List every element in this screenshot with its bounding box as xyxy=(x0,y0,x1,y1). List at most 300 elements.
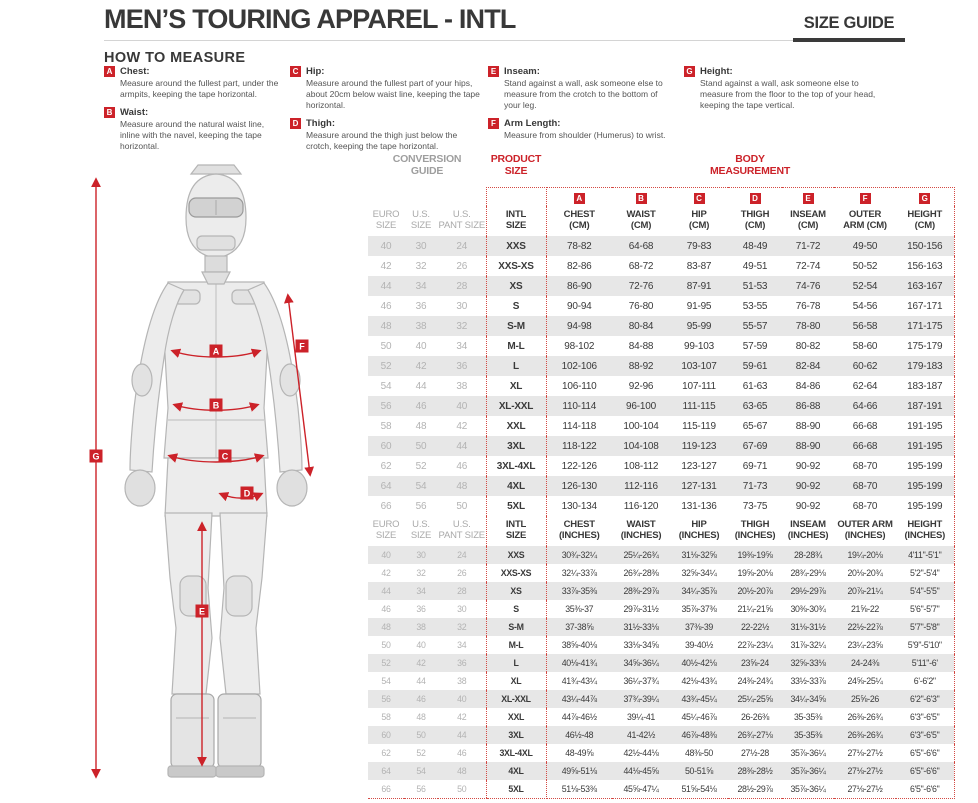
table-cell: 195-199 xyxy=(896,476,954,496)
table-cell: 90-92 xyxy=(795,500,821,512)
table-cell: 32 xyxy=(457,622,467,632)
table-row xyxy=(368,256,954,276)
table-cell: 68-70 xyxy=(852,500,878,512)
table-cell: S-M xyxy=(486,316,546,336)
table-cell: 20⅞-21¼ xyxy=(847,586,883,596)
table-cell: 43¼-44⅞ xyxy=(561,694,597,704)
table-cell: XS xyxy=(486,276,546,296)
table-cell: 28 xyxy=(456,280,468,292)
table-cell: 64 xyxy=(381,766,391,776)
table-cell: 126-130 xyxy=(561,480,597,492)
table-cell: 5'4"-5'5" xyxy=(896,582,954,600)
table-cell: 56 xyxy=(381,694,391,704)
column-header: INSEAM (INCHES) xyxy=(787,519,829,541)
table-cell: 21⅝-22 xyxy=(850,604,880,614)
table-row xyxy=(368,356,954,376)
table-cell: 34 xyxy=(415,280,427,292)
figure-badge-d-letter: D xyxy=(243,488,251,499)
table-cell: XXS-XS xyxy=(486,256,546,276)
measure-item-thigh xyxy=(290,118,482,152)
table-cell: 48 xyxy=(381,622,391,632)
table-cell: 82-86 xyxy=(566,260,592,272)
letter-badge-b: B xyxy=(104,107,115,118)
table-cell: 50-52 xyxy=(852,260,878,272)
table-cell: 64-66 xyxy=(852,400,878,412)
table-cell: 118-122 xyxy=(561,440,597,452)
conversion-guide-label: CONVERSION GUIDE xyxy=(392,153,462,178)
table-cell: 5'9"-5'10" xyxy=(896,636,954,654)
table-cell: 32⅝-34¼ xyxy=(681,568,717,578)
size-table-cm xyxy=(368,152,955,516)
table-row xyxy=(368,654,954,672)
table-cell: 36¼-37¾ xyxy=(623,676,659,686)
table-cell: 48 xyxy=(456,480,468,492)
figure-badge-c-letter: C xyxy=(221,451,229,462)
table-cell: 40 xyxy=(416,640,426,650)
table-cell: 5'11"-6' xyxy=(896,654,954,672)
table-cell: 41¾-43¼ xyxy=(561,676,597,686)
table-cell: 183-187 xyxy=(896,376,954,396)
table-row xyxy=(368,436,954,456)
table-cell: XXS-XS xyxy=(486,564,546,582)
table-cell: 62 xyxy=(380,460,392,472)
table-cell: 39¼-41 xyxy=(626,712,656,722)
table-cell: 26¾-28⅜ xyxy=(623,568,659,578)
table-cell: 28½-29⅞ xyxy=(728,780,782,799)
table-cell: 54 xyxy=(381,676,391,686)
table-cell: 56-58 xyxy=(852,320,878,332)
table-cell: 30 xyxy=(416,550,426,560)
table-cell: 50 xyxy=(381,640,391,650)
table-cell: 25⅝-26 xyxy=(850,694,880,704)
table-cell: 21¼-21⅝ xyxy=(737,604,773,614)
measure-name: Height: xyxy=(700,66,733,77)
figure-badge-b-letter: B xyxy=(212,400,220,411)
letter-badge: A xyxy=(574,193,585,204)
table-cell: L xyxy=(486,356,546,376)
table-cell: 28⅜-29⅞ xyxy=(623,586,659,596)
table-cell: 72-76 xyxy=(628,280,654,292)
table-cell: 175-179 xyxy=(896,336,954,356)
table-cell: 33⅛-34⅝ xyxy=(623,640,659,650)
table-cell: 25¼-25⅝ xyxy=(737,694,773,704)
table-cell: 33⅞-35⅜ xyxy=(561,586,597,596)
table-cell: 26-26⅜ xyxy=(740,712,770,722)
boot-sole-right xyxy=(216,766,264,777)
measure-column-3 xyxy=(488,66,676,148)
table-cell: 6'3"-6'5" xyxy=(896,726,954,744)
boot-sole-left xyxy=(168,766,216,777)
table-cell: 49-51 xyxy=(742,260,768,272)
table-cell: 4XL xyxy=(486,762,546,780)
table-cell: 88-90 xyxy=(795,440,821,452)
measure-name: Waist: xyxy=(120,107,149,119)
table-cell: 48-49 xyxy=(742,240,768,252)
boot-left xyxy=(171,694,214,768)
table-row xyxy=(368,456,954,476)
column-header: HIP (INCHES) xyxy=(678,519,720,541)
table-cell: 46½-48 xyxy=(565,730,594,740)
table-row xyxy=(368,618,954,636)
table-cell: 27⅛-27½ xyxy=(834,780,896,799)
table-row xyxy=(368,672,954,690)
table-cell: 24 xyxy=(457,550,467,560)
table-cell: 78-80 xyxy=(795,320,821,332)
table-cell: 50-51⅝ xyxy=(684,766,714,776)
table-cell: 59-61 xyxy=(742,360,768,372)
table-cell: 44⅛-45⅝ xyxy=(623,766,659,776)
letter-badge-row xyxy=(368,188,954,207)
table-cell: 119-123 xyxy=(681,440,717,452)
table-cell: 26 xyxy=(457,568,467,578)
table-cell: 38 xyxy=(415,320,427,332)
table-cell: 88-92 xyxy=(628,360,654,372)
table-cell: 68-70 xyxy=(852,460,878,472)
table-cell: 66-68 xyxy=(852,440,878,452)
table-row xyxy=(368,546,954,564)
measure-column-1 xyxy=(104,66,282,159)
table-cell: 24-24⅜ xyxy=(850,658,880,668)
table-cell: 69-71 xyxy=(742,460,768,472)
table-cell: 24⅝-25¼ xyxy=(847,676,883,686)
table-cell: 62 xyxy=(381,748,391,758)
measure-item-chest xyxy=(104,66,282,100)
table-cell: 52 xyxy=(415,460,427,472)
letter-badge-f: F xyxy=(488,118,499,129)
table-cell: 106-110 xyxy=(561,380,597,392)
table-cell: 94-98 xyxy=(566,320,592,332)
table-cell: 51⅝-54⅛ xyxy=(670,780,728,799)
letter-badge-cell xyxy=(546,188,612,207)
table-cell: 84-86 xyxy=(795,380,821,392)
measure-text: Measure from shoulder (Humerus) to wrist. xyxy=(504,130,666,141)
column-header: WAIST (CM) xyxy=(626,209,656,231)
table-cell: 40 xyxy=(380,240,392,252)
table-row xyxy=(368,296,954,316)
table-cell: 48 xyxy=(380,320,392,332)
section-title-row xyxy=(368,152,954,188)
table-cell: XL-XXL xyxy=(486,396,546,416)
table-row xyxy=(368,236,954,256)
table-cell: 22-22½ xyxy=(740,622,770,632)
header-row xyxy=(368,516,954,546)
table-cell: 90-92 xyxy=(795,480,821,492)
table-cell: 22½-22⅞ xyxy=(847,622,883,632)
table-cell: 88-90 xyxy=(795,420,821,432)
table-cell: M-L xyxy=(486,336,546,356)
table-cell: 66 xyxy=(368,780,404,799)
table-cell: 32 xyxy=(415,260,427,272)
column-header: EURO SIZE xyxy=(372,209,400,231)
table-row xyxy=(368,582,954,600)
table-cell: 42⅛-43¾ xyxy=(681,676,717,686)
size-tables xyxy=(368,152,954,799)
size-table-inches xyxy=(368,516,955,799)
table-cell: 33½-33⅞ xyxy=(790,676,826,686)
table-cell: 5'7"-5'8" xyxy=(896,618,954,636)
figure-badge-a-letter: A xyxy=(212,346,220,357)
table-cell: 191-195 xyxy=(896,416,954,436)
table-cell: 38⅝-40⅛ xyxy=(561,640,597,650)
table-cell: 52 xyxy=(416,748,426,758)
table-cell: 44 xyxy=(457,730,467,740)
how-to-measure-heading: HOW TO MEASURE xyxy=(104,50,246,66)
table-cell: 100-104 xyxy=(623,420,659,432)
table-cell: 29½-29⅞ xyxy=(790,586,826,596)
table-row xyxy=(368,708,954,726)
table-cell: 26 xyxy=(456,260,468,272)
letter-badge-cell xyxy=(834,188,896,207)
table-cell: 58 xyxy=(380,420,392,432)
table-cell: 71-73 xyxy=(742,480,768,492)
table-row xyxy=(368,762,954,780)
table-cell: 44 xyxy=(381,586,391,596)
table-cell: 37¾-39¼ xyxy=(623,694,659,704)
neck xyxy=(205,256,227,272)
table-cell: 91-95 xyxy=(686,300,712,312)
table-cell: 130-134 xyxy=(561,500,597,512)
table-row xyxy=(368,416,954,436)
table-cell: 26¾-27⅛ xyxy=(737,730,773,740)
letter-badge: B xyxy=(636,193,647,204)
table-cell: 40 xyxy=(456,400,468,412)
table-cell: 76-78 xyxy=(795,300,821,312)
chin-guard xyxy=(197,236,235,250)
table-cell: 65-67 xyxy=(742,420,768,432)
table-cell: 40⅛-41¾ xyxy=(561,658,597,668)
table-cell: 56 xyxy=(415,500,427,512)
table-cell: 5'2"-5'4" xyxy=(896,564,954,582)
table-cell: 3XL xyxy=(486,436,546,456)
table-cell: 52 xyxy=(380,360,392,372)
helmet-peak xyxy=(191,165,241,174)
table-cell: 195-199 xyxy=(896,496,954,516)
table-cell: 30¾-32¼ xyxy=(561,550,597,560)
column-header: U.S. SIZE xyxy=(410,519,432,541)
table-row xyxy=(368,316,954,336)
table-cell: 90-92 xyxy=(795,460,821,472)
table-cell: 46 xyxy=(381,604,391,614)
table-cell: 53-55 xyxy=(742,300,768,312)
table-cell: 50 xyxy=(415,440,427,452)
table-cell: 108-112 xyxy=(623,460,659,472)
table-cell: 66-68 xyxy=(852,420,878,432)
measure-text: Measure around the thigh just below the crotch, keeping the tape horizontal. xyxy=(306,130,458,152)
size-guide-underline xyxy=(793,38,905,42)
table-cell: 71-72 xyxy=(795,240,821,252)
table-cell: 27⅛-27½ xyxy=(847,766,883,776)
table-cell: 3XL-4XL xyxy=(486,744,546,762)
table-cell: 41-42½ xyxy=(626,730,656,740)
letter-badge-cell xyxy=(782,188,834,207)
table-cell: 42 xyxy=(380,260,392,272)
table-cell: 46 xyxy=(457,748,467,758)
table-row xyxy=(368,476,954,496)
table-cell: 35-35⅜ xyxy=(793,712,823,722)
table-cell: 66 xyxy=(380,500,392,512)
table-cell: 115-119 xyxy=(682,420,716,432)
table-row xyxy=(368,726,954,744)
table-cell: S-M xyxy=(486,618,546,636)
table-cell: 40 xyxy=(381,550,391,560)
glove-right xyxy=(277,470,307,506)
table-cell: 191-195 xyxy=(896,436,954,456)
table-cell: 35⅜-37 xyxy=(565,604,594,614)
table-cell: 4'11"-5'1" xyxy=(896,546,954,564)
table-cell: 48-49⅝ xyxy=(565,748,594,758)
table-cell: XL xyxy=(486,376,546,396)
column-header: CHEST (CM) xyxy=(563,209,595,231)
table-cell: 51⅛-53⅜ xyxy=(546,780,612,799)
table-cell: 32 xyxy=(416,568,426,578)
empty-cell xyxy=(368,188,404,207)
table-cell: 28¾-29⅛ xyxy=(790,568,826,578)
table-cell: 46 xyxy=(380,300,392,312)
table-cell: 37-38⅝ xyxy=(565,622,594,632)
table-cell: XL xyxy=(486,672,546,690)
table-cell: 19⅝-20⅛ xyxy=(737,568,773,578)
letter-badge: F xyxy=(860,193,871,204)
letter-badge: G xyxy=(919,193,930,204)
table-cell: 92-96 xyxy=(628,380,654,392)
table-row xyxy=(368,564,954,582)
table-cell: 35⅞-36¼ xyxy=(790,748,826,758)
measure-text: Measure around the natural waist line, inline with the navel, keeping the tape horizontal. xyxy=(120,119,265,152)
table-cell: 49-50 xyxy=(852,240,878,252)
table-cell: 23⅝-24 xyxy=(740,658,770,668)
table-cell: 163-167 xyxy=(896,276,954,296)
column-header: U.S. PANT SIZE xyxy=(438,209,485,231)
table-cell: 27½-28 xyxy=(740,748,770,758)
table-cell: 40 xyxy=(415,340,427,352)
table-cell: 74-76 xyxy=(795,280,821,292)
table-cell: L xyxy=(486,654,546,672)
measure-text: Stand against a wall, ask someone else to measure from the floor to the top of your head, keeping the tape vertical. xyxy=(700,78,876,111)
table-cell: 54 xyxy=(416,766,426,776)
table-cell: 179-183 xyxy=(896,356,954,376)
table-cell: 31⅛-31½ xyxy=(790,622,826,632)
table-cell: 98-102 xyxy=(564,340,595,352)
glove-left xyxy=(125,470,155,506)
table-cell: 51-53 xyxy=(742,280,768,292)
table-cell: 50 xyxy=(438,780,486,799)
elbow-pad-left xyxy=(132,364,152,396)
table-cell: 6'3"-6'5" xyxy=(896,708,954,726)
size-guide-label: SIZE GUIDE xyxy=(803,14,895,32)
table-cell: 6'2"-6'3" xyxy=(896,690,954,708)
table-cell: 6'5"-6'6" xyxy=(896,780,954,799)
knee-pad-right xyxy=(226,576,252,616)
table-cell: 127-131 xyxy=(681,480,717,492)
table-cell: 28⅜-28½ xyxy=(737,766,773,776)
table-cell: 28 xyxy=(457,586,467,596)
letter-badge-d: D xyxy=(290,118,301,129)
letter-badge-c: C xyxy=(290,66,301,77)
measure-item-height xyxy=(684,66,884,111)
table-cell: 78-82 xyxy=(566,240,592,252)
letter-badge-cell xyxy=(728,188,782,207)
table-cell: 52 xyxy=(381,658,391,668)
table-cell: 50 xyxy=(416,730,426,740)
table-cell: 111-115 xyxy=(682,400,716,412)
table-cell: 76-80 xyxy=(628,300,654,312)
table-cell: XS xyxy=(486,582,546,600)
table-cell: 156-163 xyxy=(896,256,954,276)
table-cell: 80-84 xyxy=(628,320,654,332)
column-header: WAIST (INCHES) xyxy=(620,519,662,541)
column-header: OUTER ARM (INCHES) xyxy=(837,519,893,541)
rider-body xyxy=(125,165,307,777)
table-cell: 195-199 xyxy=(896,456,954,476)
table-cell: 116-120 xyxy=(623,500,659,512)
table-cell: 40½-42⅛ xyxy=(681,658,717,668)
letter-badge-cell xyxy=(612,188,670,207)
table-cell: 58 xyxy=(381,712,391,722)
empty-cell xyxy=(438,188,486,207)
column-header: HEIGHT (INCHES) xyxy=(896,516,954,546)
table-cell: 46 xyxy=(456,460,468,472)
letter-badge: E xyxy=(803,193,814,204)
table-cell: 45¼-46⅞ xyxy=(681,712,717,722)
table-cell: 44⅞-46½ xyxy=(561,712,597,722)
table-cell: 34 xyxy=(416,586,426,596)
table-cell: 19⅜-19⅝ xyxy=(737,550,773,560)
table-cell: 103-107 xyxy=(681,360,717,372)
table-cell: 36 xyxy=(416,604,426,614)
table-cell: 52-54 xyxy=(852,280,878,292)
column-header: INTL SIZE xyxy=(486,516,546,546)
table-cell: 102-106 xyxy=(561,360,597,372)
table-cell: 110-114 xyxy=(562,400,597,412)
table-cell: 37⅜-39 xyxy=(684,622,714,632)
table-cell: 95-99 xyxy=(686,320,712,332)
header-divider xyxy=(104,40,905,41)
table-cell: 32⅝-33⅛ xyxy=(790,658,826,668)
table-cell: 36 xyxy=(457,658,467,668)
measure-text: Measure around the fullest part, under the armpits, keeping the tape horizontal. xyxy=(120,78,279,100)
table-cell: 48 xyxy=(457,766,467,776)
table-cell: 57-59 xyxy=(742,340,768,352)
table-cell: 25¼-26¾ xyxy=(623,550,659,560)
column-header: INTL SIZE xyxy=(486,206,546,236)
empty-cell xyxy=(486,188,546,207)
table-cell: 5XL xyxy=(486,496,546,516)
table-cell: 114-118 xyxy=(562,420,597,432)
table-cell: 48 xyxy=(416,712,426,722)
table-cell: 29⅞-31½ xyxy=(623,604,659,614)
boot-right xyxy=(218,694,261,768)
table-cell: 34 xyxy=(457,640,467,650)
table-cell: 35⅞-37⅜ xyxy=(681,604,717,614)
page-title: MEN’S TOURING APPAREL - INTL xyxy=(104,4,516,34)
letter-badge: D xyxy=(750,193,761,204)
empty-cell xyxy=(404,188,438,207)
table-cell: 86-90 xyxy=(566,280,592,292)
table-cell: 40 xyxy=(457,694,467,704)
table-cell: 60-62 xyxy=(852,360,878,372)
table-cell: 112-116 xyxy=(624,480,658,492)
table-cell: 42 xyxy=(456,420,468,432)
table-cell: 90-94 xyxy=(566,300,592,312)
table-cell: XXS xyxy=(486,236,546,256)
table-cell: M-L xyxy=(486,636,546,654)
table-cell: 6'-6'2" xyxy=(896,672,954,690)
table-cell: 167-171 xyxy=(896,296,954,316)
table-row xyxy=(368,276,954,296)
table-cell: XXL xyxy=(486,416,546,436)
table-cell: 34¼-34⅝ xyxy=(790,694,826,704)
table-cell: 30 xyxy=(415,240,427,252)
